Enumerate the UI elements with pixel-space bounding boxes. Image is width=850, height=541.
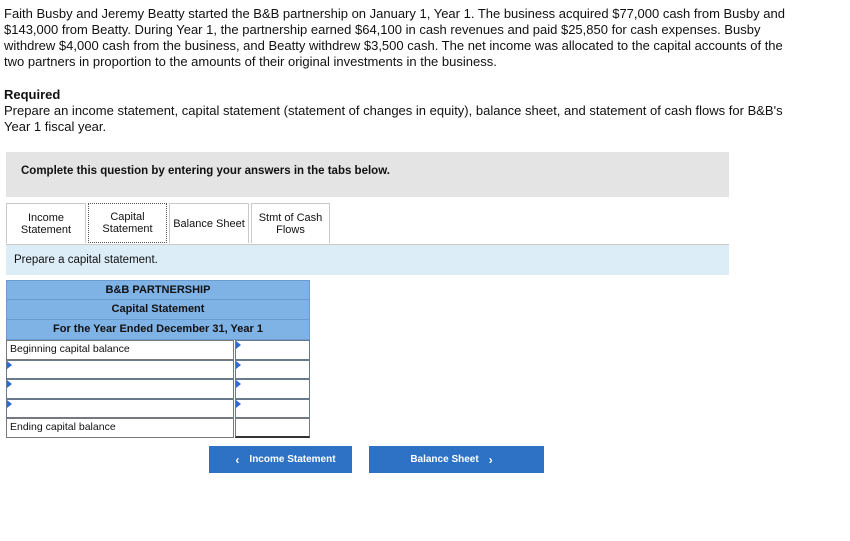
statement-period: For the Year Ended December 31, Year 1 xyxy=(6,320,310,340)
table-row xyxy=(6,340,310,360)
input-marker-icon xyxy=(7,361,12,369)
tab-label-line2: Statement xyxy=(102,223,153,235)
prev-button-label: Income Statement xyxy=(249,454,336,465)
instruction-bar xyxy=(6,152,729,197)
input-marker-icon xyxy=(236,341,241,349)
next-button-label: Balance Sheet xyxy=(410,454,479,465)
tab-label-line2: Statement xyxy=(20,223,72,236)
capital-statement-table xyxy=(6,280,310,438)
tab-income-statement[interactable] xyxy=(6,203,86,243)
tab-label-line1: Income xyxy=(27,211,65,224)
prompt-text: Prepare a capital statement. xyxy=(14,254,158,266)
tab-label-line2: Flows xyxy=(276,223,305,236)
tab-label-line1: Balance Sheet xyxy=(173,217,245,230)
amount-input[interactable] xyxy=(235,340,310,360)
tab-label-line1: Stmt of Cash xyxy=(258,211,323,224)
amount-input[interactable] xyxy=(235,399,310,419)
required-heading: Required xyxy=(4,87,61,102)
table-row xyxy=(6,360,310,380)
input-marker-icon xyxy=(236,380,241,388)
input-marker-icon xyxy=(7,380,12,388)
tab-stmt-of-cash-flows[interactable] xyxy=(251,203,330,243)
label-input[interactable] xyxy=(6,379,234,399)
table-row xyxy=(6,418,310,438)
statement-company: B&B PARTNERSHIP xyxy=(6,280,310,300)
label-input[interactable] xyxy=(6,399,234,419)
table-row xyxy=(6,379,310,399)
chevron-left-icon: ‹ xyxy=(235,452,240,467)
row-label: Ending capital balance xyxy=(6,418,234,438)
amount-input[interactable] xyxy=(235,360,310,380)
input-marker-icon xyxy=(7,400,12,408)
prev-income-statement-button[interactable] xyxy=(209,446,352,473)
tab-label-line1: Capital xyxy=(110,211,145,223)
problem-text: Faith Busby and Jeremy Beatty started the B&B partnership on January 1, Year 1. The business acquired $77,000 cash from Busby and $143,000 from Beatty. During Year 1, the partnership earned $64,100 in cash revenues and paid $25,850 for cash expenses. Busby withdrew $4,000 cash from the business, and Beatty withdrew $3,500 cash. The net income was allocated to the capital accounts of the two partners in proportion to the amounts of their original investments in the business. xyxy=(4,6,785,69)
instruction-text: Complete this question by entering your answers in the tabs below. xyxy=(21,165,390,177)
tab-capital-statement[interactable] xyxy=(88,203,167,243)
input-marker-icon xyxy=(236,400,241,408)
row-label: Beginning capital balance xyxy=(6,340,234,360)
input-marker-icon xyxy=(236,361,241,369)
statement-title: Capital Statement xyxy=(6,300,310,320)
ending-balance-cell xyxy=(235,418,310,438)
table-row xyxy=(6,399,310,419)
chevron-right-icon: › xyxy=(488,452,493,467)
next-balance-sheet-button[interactable] xyxy=(369,446,544,473)
required-text: Prepare an income statement, capital statement (statement of changes in equity), balance sheet, and statement of cash flows for B&B's Year 1 fiscal year. xyxy=(4,103,783,134)
label-input[interactable] xyxy=(6,360,234,380)
prompt-bar xyxy=(6,245,729,275)
tab-balance-sheet[interactable] xyxy=(169,203,249,243)
amount-input[interactable] xyxy=(235,379,310,399)
